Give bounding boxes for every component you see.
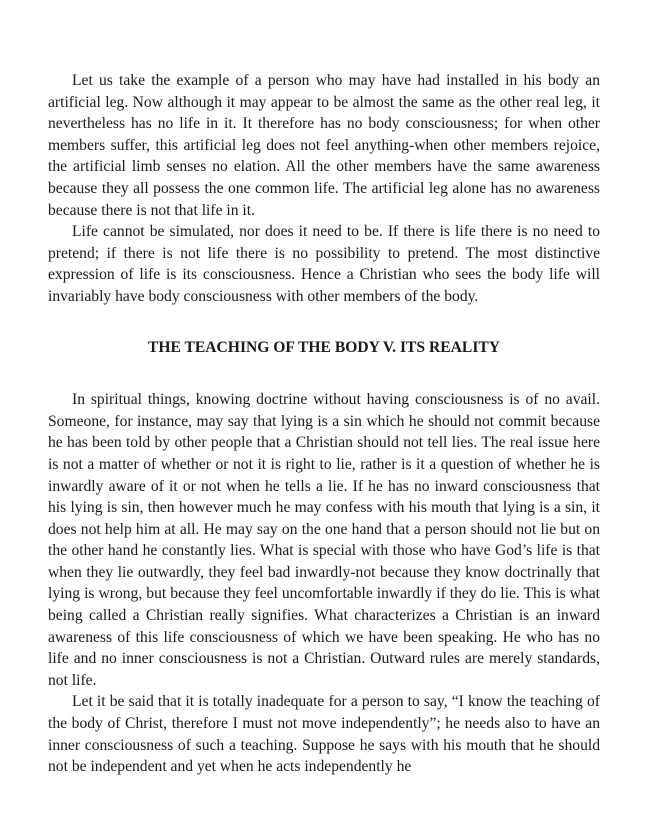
section-heading: THE TEACHING OF THE BODY V. ITS REALITY: [147, 338, 501, 356]
paragraph-artificial-leg: Let us take the example of a person who may have had installed in his body an artificial leg. Now although it may appear to be almost the same as the other real leg, it nevertheless has no life in it. It therefore has no body consciousness; for when other members suffer, this artificial leg does not feel anything-when other members rejoice, the artificial limb senses no elation. All the other members have the same awareness because they all possess the one common life. The artificial leg alone has no awareness because there is not that life in it.: [48, 72, 600, 219]
document-page: [48, 70, 600, 778]
paragraph-life-simulated: Life cannot be simulated, nor does it need to be. If there is life there is no need to pretend; if there is not life there is no possibility to pretend. The most distinctive expression of life is its consciousness. Hence a Christian who sees the body life will invariably have body consciousness with other members of the body.: [48, 223, 600, 305]
paragraph-spiritual-things: In spiritual things, knowing doctrine without having consciousness is of no avail. Someone, for instance, may say that lying is a sin which he should not commit because he has been told by other people that a Christian should not tell lies. The real issue here is not a matter of whether or not it is right to lie, rather is it a question of whether he is inwardly aware of it or not when he tells a lie. If he has no inward consciousness that his lying is sin, then however much he may confess with his mouth that lying is a sin, it does not help him at all. He may say on the one hand that a person should not lie but on the other hand he constantly lies. What is special with those who have God’s life is that when they lie outwardly, they feel bad inwardly-not because they know doctrinally that lying is wrong, but because they feel uncomfortable inwardly if they do lie. This is what being called a Christian really signifies. What characterizes a Christian is an inward awareness of this life consciousness of which we have been speaking. He who has no life and no inner consciousness is not a Christian. Outward rules are merely standards, not life.: [48, 391, 600, 689]
paragraph-teaching-inadequate: Let it be said that it is totally inadequate for a person to say, “I know the teaching of the body of Christ, therefore I must not move independently”; he needs also to have an inner consciousness of such a teaching. Suppose he says with his mouth that he should not be independent and yet when he acts independently he: [48, 693, 600, 776]
